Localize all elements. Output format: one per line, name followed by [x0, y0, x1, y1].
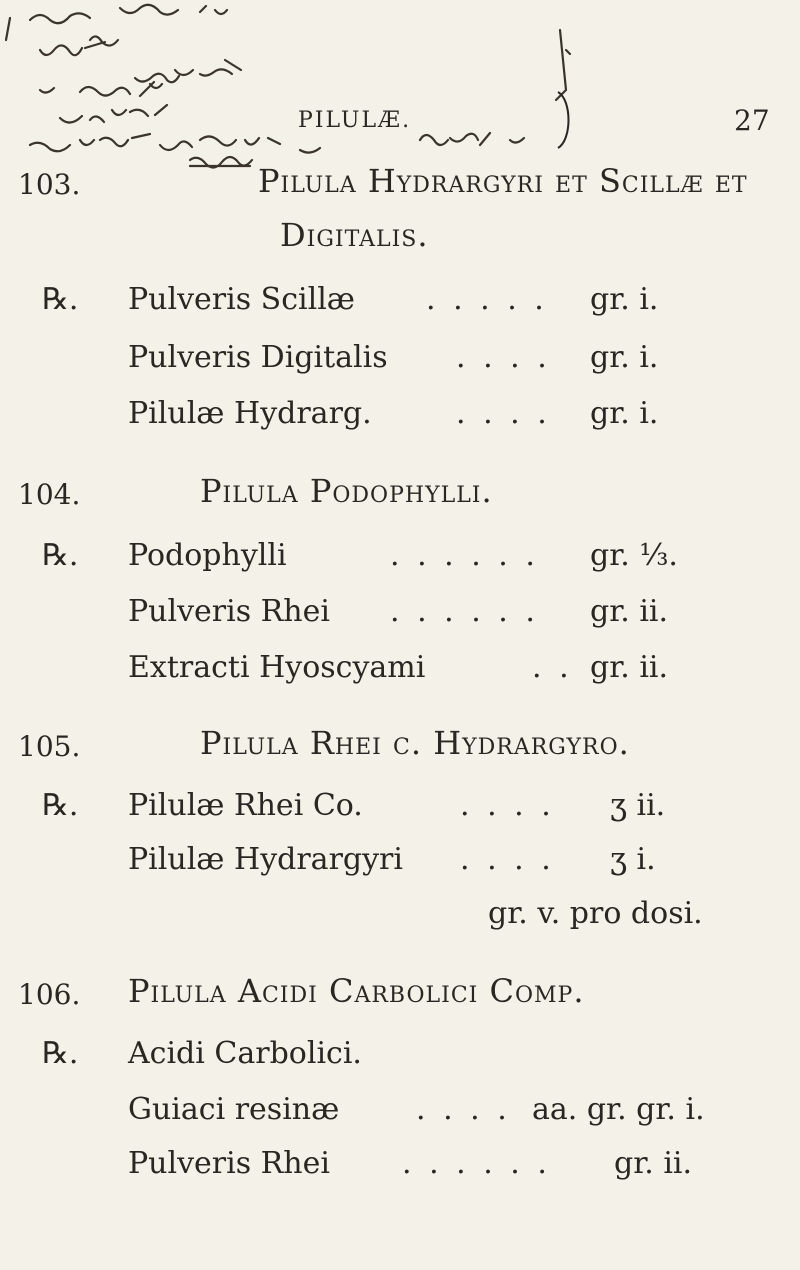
ingredient-name: Pulveris Rhei: [128, 594, 330, 629]
dot-leaders: . . . .: [460, 788, 555, 823]
dot-leaders: . . . . . .: [402, 1146, 551, 1181]
ingredient-dose: aa. gr. gr. i.: [532, 1092, 705, 1127]
ingredient-dose: ʒ ii.: [610, 788, 666, 823]
ingredient-name: Pulveris Digitalis: [128, 340, 388, 375]
ingredient-dose: gr. ii.: [590, 650, 669, 685]
ingredient-dose: gr. i.: [590, 396, 659, 431]
page-number: 27: [734, 104, 770, 137]
recipe-number: 106.: [18, 978, 81, 1011]
rx-symbol: ℞.: [42, 538, 79, 573]
dot-leaders: . . . .: [460, 842, 555, 877]
recipe-number: 105.: [18, 730, 81, 763]
ingredient-name: Extracti Hyoscyami: [128, 650, 426, 685]
ingredient-name: Pilulæ Hydrargyri: [128, 842, 403, 877]
dosage-note: gr. v. pro dosi.: [488, 896, 703, 931]
ingredient-dose: ʒ i.: [610, 842, 656, 877]
recipe-title: Pilula Podophylli.: [200, 472, 493, 510]
ingredient-dose: gr. ii.: [614, 1146, 693, 1181]
ingredient-name: Podophylli: [128, 538, 287, 573]
recipe-number: 103.: [18, 168, 81, 201]
dot-leaders: . . . .: [456, 396, 551, 431]
recipe-title-continued: Digitalis.: [280, 216, 429, 254]
recipe-title: Pilula Hydrargyri et Scillæ et: [258, 162, 748, 200]
ingredient-name: Acidi Carbolici.: [128, 1036, 362, 1071]
dot-leaders: . . . . . .: [390, 538, 539, 573]
rx-symbol: ℞.: [42, 1036, 79, 1071]
ingredient-name: Pulveris Scillæ: [128, 282, 356, 317]
dot-leaders: . . . . .: [426, 282, 548, 317]
dot-leaders: . . . . . .: [390, 594, 539, 629]
ingredient-dose: gr. i.: [590, 340, 659, 375]
ingredient-dose: gr. ii.: [590, 594, 669, 629]
dot-leaders: . . . .: [456, 340, 551, 375]
running-head: PILULÆ.: [298, 108, 412, 133]
recipe-title: Pilula Rhei c. Hydrargyro.: [200, 724, 630, 762]
dot-leaders: . . . .: [416, 1092, 511, 1127]
ingredient-name: Pilulæ Rhei Co.: [128, 788, 363, 823]
ingredient-name: Pulveris Rhei: [128, 1146, 330, 1181]
recipe-title: Pilula Acidi Carbolici Comp.: [128, 972, 585, 1010]
ingredient-name: Pilulæ Hydrarg.: [128, 396, 372, 431]
rx-symbol: ℞.: [42, 788, 79, 823]
bracket-mark: [556, 90, 576, 150]
dot-leaders: . .: [532, 650, 573, 685]
recipe-number: 104.: [18, 478, 81, 511]
ingredient-dose: gr. ⅓.: [590, 538, 678, 573]
rx-symbol: ℞.: [42, 282, 79, 317]
ingredient-name: Guiaci resinæ: [128, 1092, 340, 1127]
ingredient-dose: gr. i.: [590, 282, 659, 317]
